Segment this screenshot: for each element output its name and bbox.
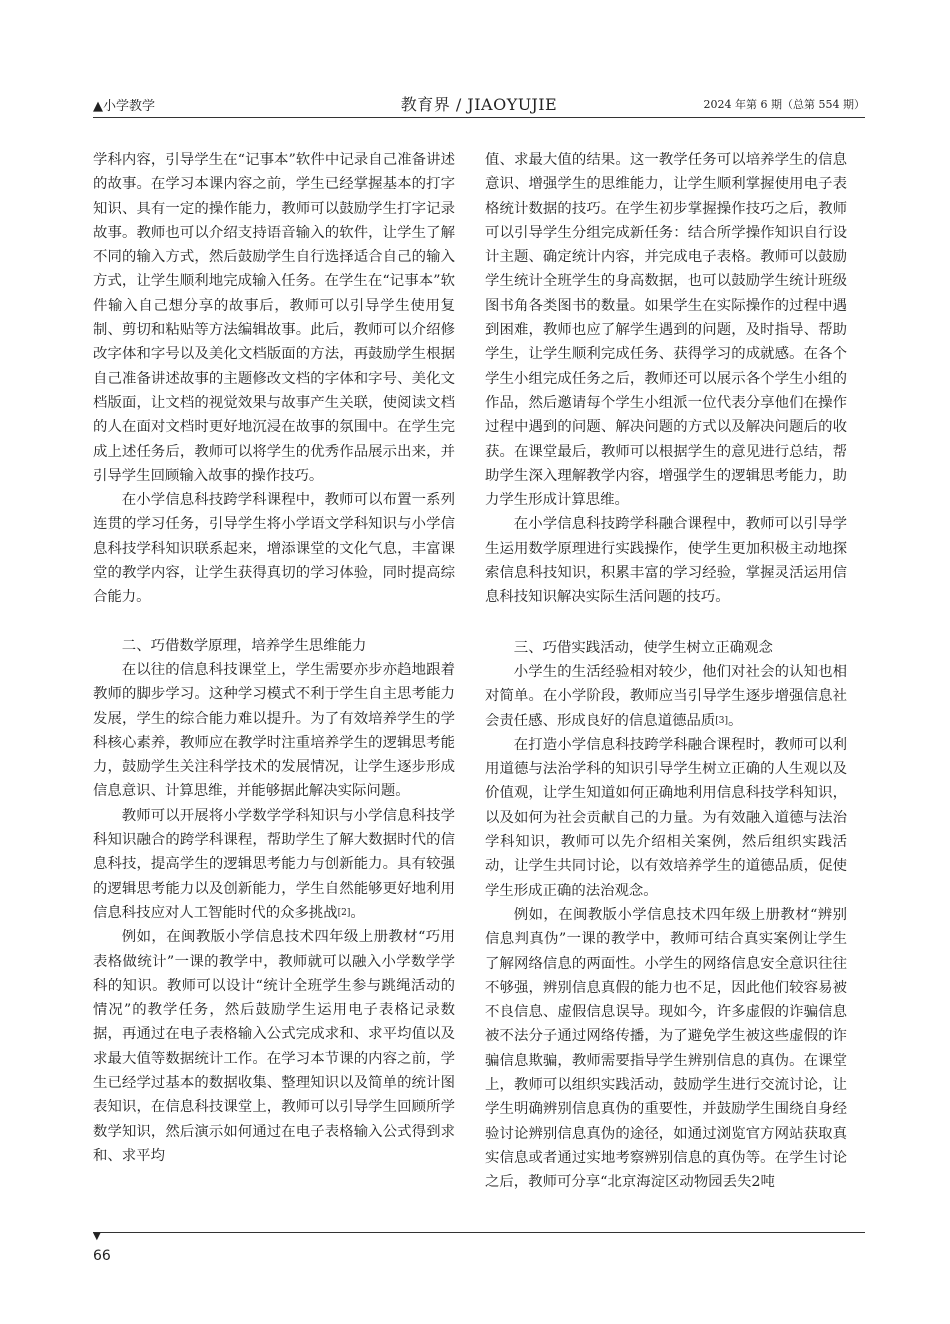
footer-rule	[93, 1232, 865, 1233]
left-paragraph-4	[93, 804, 455, 925]
right-column	[485, 148, 847, 1194]
citation-ref-2: [2]	[337, 907, 351, 918]
right-paragraph-5: 例如，在闽教版小学信息技术四年级上册教材“辨别信息判真伪”一课的教学中，教师可结合真实案例让学生了解网络信息的两面性。小学生的网络信息安全意识往往不够强，辨别信息真假的能力也不足，因此他们较容易被不良信息、虚假信息误导。现如今，许多虚假的诈骗信息被不法分子通过网络传播，为了避免学生被这些虚假的诈骗信息欺骗，教师需要指导学生辨别信息的真伪。在课堂上，教师可以组织实践活动，鼓励学生进行交流讨论，让学生明确辨别信息真伪的重要性，并鼓励学生围绕自身经验讨论辨别信息真伪的途径，如通过浏览官方网站获取真实信息或者通过实地考察辨别信息的真伪等。在学生讨论之后，教师可分享“北京海淀区动物园丢失2吨	[485, 906, 847, 1191]
header-issue-info: 2024 年第 6 期（总第 554 期）	[703, 98, 865, 111]
left-paragraph-5: 例如，在闽教版小学信息技术四年级上册教材“巧用表格做统计”一课的教学中，教师就可以融入小学数学学科的知识。教师可以设计“统计全班学生参与跳绳活动的情况”的教学任务，然后鼓励学生运用电子表格记录数据，再通过在电子表格输入公式完成求和、求平均值以及求最大值等数据统计工作。在学习本节课的内容之前，学生已经学过基本的数据收集、整理知识以及简单的统计图表知识，在信息科技课堂上，教师可以引导学生回顾所学数学知识，然后演示如何通过在电子表格输入公式得到求和、求平均	[93, 929, 455, 1164]
right-paragraph-3	[485, 660, 847, 733]
right-paragraph-4: 在打造小学信息科技跨学科融合课程时，教师可以利用道德与法治学科的知识引导学生树立正确的人生观以及价值观，让学生知道如何正确地利用信息科技学科知识，以及如何为社会贡献自己的力量。为有效融入道德与法治学科知识，教师可以先介绍相关案例，然后组织实践活动，让学生共同讨论，以有效培养学生的道德品质，促使学生形成正确的法治观念。	[485, 736, 847, 899]
right-paragraph-2: 在小学信息科技跨学科融合课程中，教师可以引导学生运用数学原理进行实践操作，使学生更加积极主动地探索信息科技知识，积累丰富的学习经验，掌握灵活运用信息科技知识解决实际生活问题的技巧。	[485, 516, 847, 606]
running-header	[93, 92, 865, 116]
left-column	[93, 148, 455, 1168]
right-paragraph-3-end: 。	[728, 712, 743, 729]
section-heading-3: 三、巧借实践活动，使学生树立正确观念	[513, 639, 773, 656]
right-paragraph-3-text: 小学生的生活经验相对较少，他们对社会的认知也相对简单。在小学阶段，教师应当引导学生逐步增强信息社会责任感、形成良好的信息道德品质	[485, 663, 847, 729]
citation-ref-3: [3]	[715, 715, 729, 726]
left-paragraph-4-text: 教师可以开展将小学数学学科知识与小学信息科技学科知识融合的跨学科课程，帮助学生了解大数据时代的信息科技，提高学生的逻辑思考能力与创新能力。具有较强的逻辑思考能力以及创新能力，学生自然能够更好地利用信息科技应对人工智能时代的众多挑战	[93, 807, 455, 921]
footer-triangle-icon: ▼	[93, 1231, 101, 1242]
right-paragraph-1: 值、求最大值的结果。这一教学任务可以培养学生的信息意识、增强学生的思维能力，让学生顺利掌握使用电子表格统计数据的技巧。在学生初步掌握操作技巧之后，教师可以引导学生分组完成新任务：结合所学操作知识自行设计主题、确定统计内容，并完成电子表格。教师可以鼓励学生统计全班学生的身高数据，也可以鼓励学生统计班级图书角各类图书的数量。如果学生在实际操作的过程中遇到困难，教师也应了解学生遇到的问题，及时指导、帮助学生，让学生顺利完成任务、获得学习的成就感。在各个学生小组完成任务之后，教师还可以展示各个学生小组的作品，然后邀请每个学生小组派一位代表分享他们在操作过程中遇到的问题、解决问题的方式以及解决问题后的收获。在课堂最后，教师可以根据学生的意见进行总结，帮助学生深入理解教学内容，增强学生的逻辑思考能力，助力学生形成计算思维。	[485, 152, 847, 509]
left-paragraph-2: 在小学信息科技跨学科课程中，教师可以布置一系列连贯的学习任务，引导学生将小学语文学科知识与小学信息科技学科知识联系起来，增添课堂的文化气息，丰富课堂的教学内容，让学生获得真切的学习体验，同时提高综合能力。	[93, 492, 455, 606]
header-rule	[93, 117, 865, 118]
header-journal-title: 教育界 / JIAOYUJIE	[400, 95, 558, 114]
page-number: 66	[93, 1248, 111, 1264]
left-paragraph-3: 在以往的信息科技课堂上，学生需要亦步亦趋地跟着教师的脚步学习。这种学习模式不利于学生自主思考能力发展，学生的综合能力难以提升。为了有效培养学生的学科核心素养，教师应在教学时注重培养学生的逻辑思考能力，鼓励学生关注科学技术的发展情况，让学生逐步形成信息意识、计算思维，并能够据此解决实际问题。	[93, 661, 455, 800]
header-section-label: ▲小学教学	[93, 99, 155, 114]
left-paragraph-4-end: 。	[350, 904, 365, 921]
left-paragraph-1: 学科内容，引导学生在“记事本”软件中记录自己准备讲述的故事。在学习本课内容之前，学生已经掌握基本的打字知识、具有一定的操作能力，教师可以鼓励学生打字记录故事。教师也可以介绍支持语音输入的软件，让学生了解不同的输入方式，然后鼓励学生自行选择适合自己的输入方式，让学生顺利地完成输入任务。在学生在“记事本”软件输入自己想分享的故事后，教师可以引导学生使用复制、剪切和粘贴等方法编辑故事。此后，教师可以介绍修改字体和字号以及美化文档版面的方法，再鼓励学生根据自己准备讲述故事的主题修改文档的字体和字号、美化文档版面，让文档的视觉效果与故事产生关联，使阅读文档的人在面对文档时更好地沉浸在故事的氛围中。在学生完成上述任务后，教师可以将学生的优秀作品展示出来，并引导学生回顾输入故事的操作技巧。	[93, 152, 455, 484]
section-heading-2: 二、巧借数学原理，培养学生思维能力	[121, 637, 367, 654]
